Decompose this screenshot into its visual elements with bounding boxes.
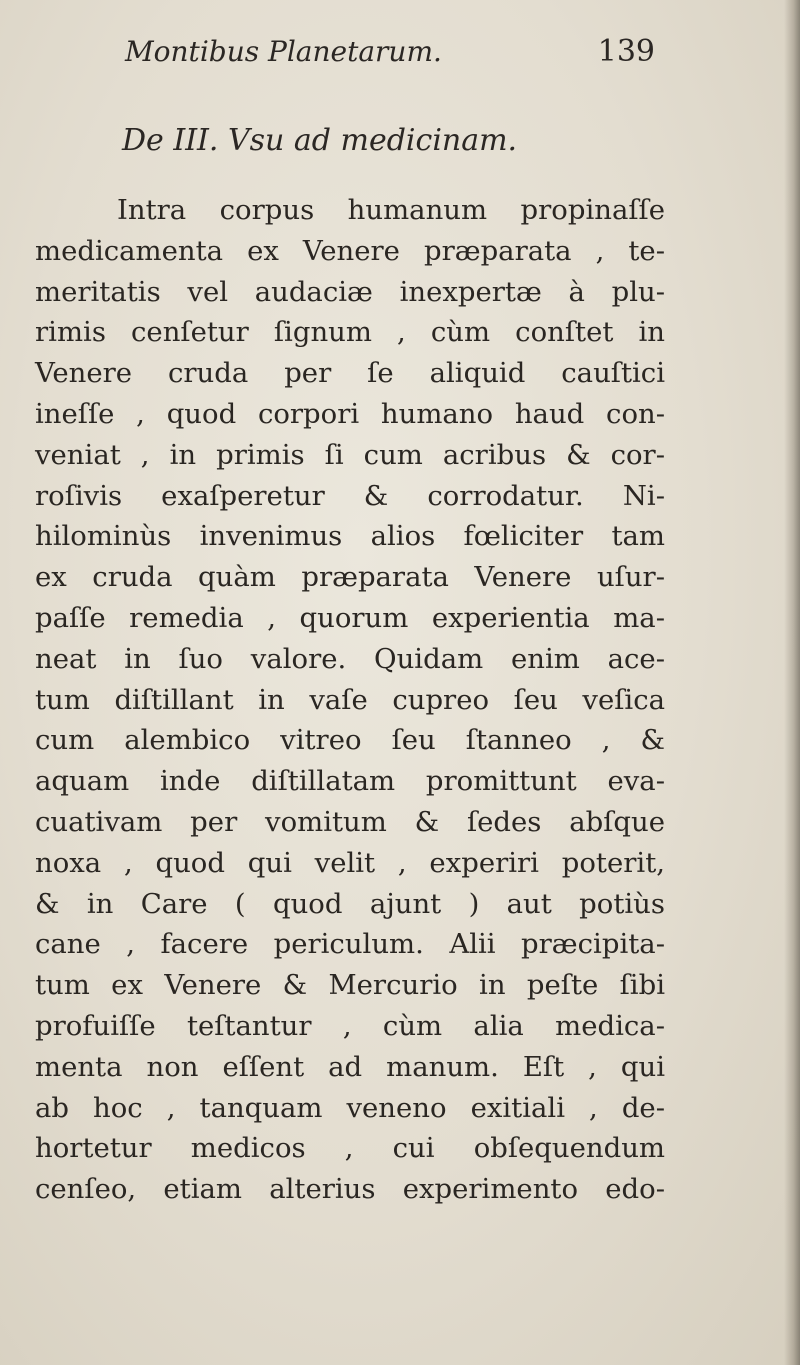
running-head — [125, 30, 665, 74]
text-line: roſivis exaſperetur & corrodatur. Ni- — [35, 479, 665, 512]
body-text — [35, 190, 665, 1210]
page-number: 139 — [597, 34, 655, 69]
page-gutter-shadow — [784, 0, 800, 1365]
text-line: cuativam per vomitum & ſedes abſque — [35, 805, 665, 838]
text-line: meritatis vel audaciæ inexpertæ à plu- — [35, 275, 665, 308]
text-line: tum diſtillant in vaſe cupreo ſeu veſica — [35, 683, 665, 716]
text-line: veniat , in primis ſi cum acribus & cor- — [35, 438, 665, 471]
running-head-title: Montibus Planetarum. — [125, 35, 442, 68]
text-line: ex cruda quàm præparata Venere uſur- — [35, 561, 665, 594]
section-heading: De III. Vsu ad medicinam. — [122, 123, 518, 158]
text-line: noxa , quod qui velit , experiri poterit, — [35, 846, 665, 879]
text-line: aquam inde diſtillatam promittunt eva- — [35, 765, 665, 798]
text-line: menta non eſſent ad manum. Eſt , qui — [35, 1050, 665, 1083]
text-line: cane , facere periculum. Alii præcipita- — [35, 928, 665, 961]
text-line: paſſe remedia , quorum experientia ma- — [35, 601, 665, 634]
text-line: hilominùs invenimus alios fœliciter tam — [35, 520, 665, 553]
text-line: cenſeo, etiam alterius experimento edo- — [35, 1173, 665, 1206]
text-line: profuiſſe teſtantur , cùm alia medica- — [35, 1009, 665, 1042]
text-line: & in Care ( quod ajunt ) aut potiùs — [35, 887, 665, 920]
text-line: Venere cruda per ſe aliquid cauſtici — [35, 357, 665, 390]
text-line: ineſſe , quod corpori humano haud con- — [35, 397, 665, 430]
text-line: ab hoc , tanquam veneno exitiali , de- — [35, 1091, 665, 1124]
text-line: tum ex Venere & Mercurio in peſte ſibi — [35, 969, 665, 1002]
text-line: Intra corpus humanum propinaſſe — [117, 194, 665, 226]
text-line: medicamenta ex Venere præparata , te- — [35, 234, 665, 267]
text-line: hortetur medicos , cui obſequendum — [35, 1132, 665, 1165]
text-line: cum alembico vitreo ſeu ſtanneo , & — [35, 724, 665, 757]
text-line: rimis cenſetur ſignum , cùm conſtet in — [35, 316, 665, 349]
text-line: neat in ſuo valore. Quidam enim ace- — [35, 642, 665, 675]
